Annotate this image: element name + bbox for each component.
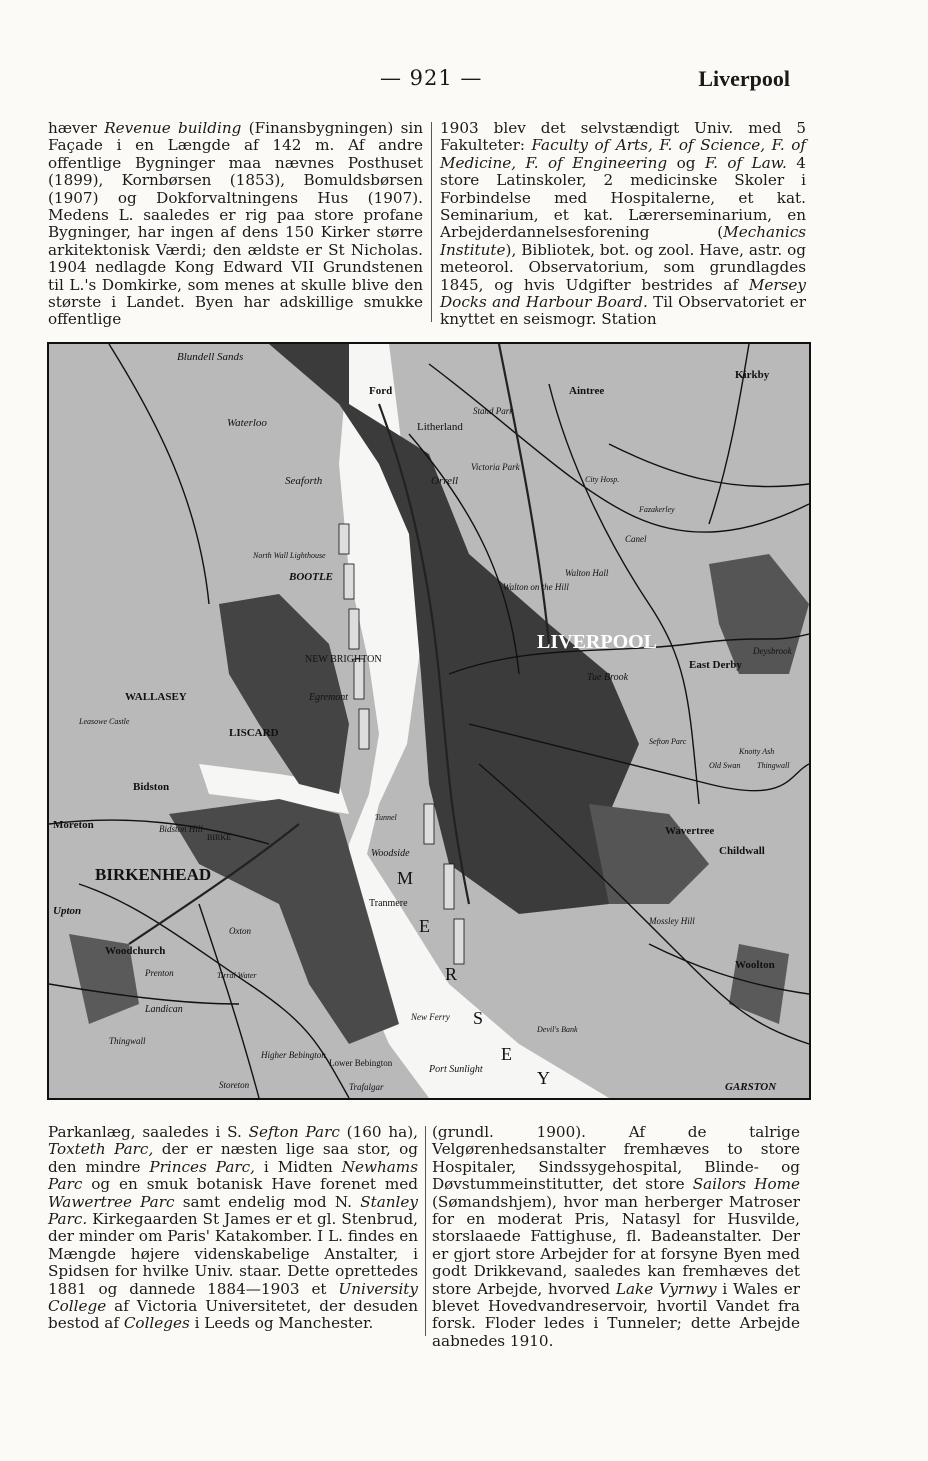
label-landican: Landican xyxy=(145,1004,183,1015)
label-wavertree: Wavertree xyxy=(665,825,715,837)
label-old-swan: Old Swan xyxy=(709,761,741,770)
text-run: i Midten xyxy=(254,1157,342,1176)
label-victoria-park: Victoria Park xyxy=(471,462,520,472)
label-prenton: Prenton xyxy=(145,968,174,978)
page-number: — 921 — xyxy=(380,66,483,90)
text-run: Til Observatoriet er knyttet en seismogr. Station xyxy=(440,293,806,329)
text-run: i Wales er blevet Hovedvandreservoir, hvortil Vandet fra forsk. Floder ledes i Tunneler; dette Arbejde aabnedes 1910. xyxy=(432,1279,800,1350)
column-divider xyxy=(431,122,432,322)
label-liscard: LISCARD xyxy=(229,727,279,739)
italic-run: University College xyxy=(48,1279,418,1316)
italic-run: Sefton Parc xyxy=(248,1123,340,1141)
label-mersey-m: M xyxy=(397,868,414,888)
text-column-top-left xyxy=(48,120,423,329)
italic-run: Toxteth Parc, xyxy=(48,1140,154,1159)
label-moreton: Moreton xyxy=(53,819,94,831)
label-bootle: BOOTLE xyxy=(289,571,333,583)
label-tirral-water: Tirral Water xyxy=(217,971,257,980)
map-liverpool xyxy=(47,342,811,1100)
label-kirkby: Kirkby xyxy=(735,369,770,381)
italic-run: Mechanics Institute xyxy=(440,223,806,259)
label-canel: Canel xyxy=(625,534,647,544)
label-city-hosp: City Hosp. xyxy=(585,475,620,484)
label-childwall: Childwall xyxy=(719,845,765,857)
label-egremont: Egremont xyxy=(309,692,349,703)
label-mersey-y: Y xyxy=(537,1068,550,1088)
page-header xyxy=(50,66,790,96)
label-woodchurch: Woodchurch xyxy=(105,945,166,957)
label-waterloo: Waterloo xyxy=(227,417,267,429)
label-liverpool: LIVERPOOL xyxy=(537,631,658,653)
label-seaforth: Seaforth xyxy=(285,475,323,487)
italic-run: Revenue building xyxy=(104,119,242,137)
text-run: (160 ha), xyxy=(339,1123,418,1141)
label-blundell-sands: Blundell Sands xyxy=(177,351,244,363)
text-run: 4 store Latinskoler, 2 medicinske Skoler i Forbindelse med Hospitalerne, et kat. Seminarium, et kat. Lærerseminarium, en Arbejderdannelsesforening ( xyxy=(440,153,806,242)
label-new-ferry: New Ferry xyxy=(411,1012,450,1022)
label-stand-park: Stand Park xyxy=(473,406,514,416)
label-oxton: Oxton xyxy=(229,926,251,936)
italic-run: Lake Vyrnwy xyxy=(615,1279,717,1298)
label-sefton-parc: Sefton Parc xyxy=(649,737,687,746)
italic-run: Mersey Docks and Harbour Board. xyxy=(440,275,806,312)
label-birke: BIRKE xyxy=(207,833,231,842)
label-new-brighton: NEW BRIGHTON xyxy=(305,654,382,665)
text-run: 1903 blev det selvstændigt Univ. med 5 Fakulteter: xyxy=(440,119,806,155)
italic-run: Stanley Parc. xyxy=(48,1192,418,1229)
label-thingwall: Thingwall xyxy=(109,1036,146,1046)
label-east-derby: East Derby xyxy=(689,659,742,671)
text-column-top-right xyxy=(440,120,806,329)
label-deysbrook: Deysbrook xyxy=(753,646,792,656)
text-run: hæver xyxy=(48,119,105,137)
italic-run: Newhams Parc xyxy=(48,1157,418,1194)
text-run: af Victoria Universitetet, der desuden bestod af xyxy=(48,1297,418,1333)
text-run: (Finansbygningen) sin Façade i en Længde af 142 m. Af andre offentlige Bygninger maa nævnes Posthuset (1899), Kornbørsen (1853), Bomuldsbørsen (1907) og Dokforvaltningens Hus (1907). Medens L. saaledes er rig paa store profane Bygninger, har ingen af dens 150 Kirker større arkitektonisk Værdi; den ældste er St Nicholas. 1904 nedlagde Kong Edward VII Grundstenen til L.'s Domkirke, som menes at skulle blive den største i Landet. Byen har adskillige smukke offentlige xyxy=(48,119,424,329)
label-mersey-s: S xyxy=(473,1008,484,1028)
text-run: Kirkegaarden St James er et gl. Stenbrud, der minder om Paris' Katakomber. I L. findes en Mængde højere videnskabelige Anstalter, i Spidsen for hvilke Univ. staar. Dette oprettedes 1881 og dannede 1884—1903 et xyxy=(48,1210,418,1298)
label-aintree: Aintree xyxy=(569,385,605,397)
label-walton-on-the-hill: Walton on the Hill xyxy=(503,582,569,592)
running-head: Liverpool xyxy=(698,66,790,91)
italic-run: Wawertree Parc xyxy=(48,1192,175,1211)
italic-run: Faculty of Arts, F. of Science, F. of Medicine, F. of Engineering xyxy=(440,136,806,172)
label-litherland: Litherland xyxy=(417,421,463,433)
label-north-wall-lighthouse: North Wall Lighthouse xyxy=(253,551,326,560)
map-svg xyxy=(49,344,809,1098)
label-mersey-e: E xyxy=(419,916,430,936)
label-bidston: Bidston xyxy=(133,781,170,793)
label-bidston-hill: Bidston Hill xyxy=(159,824,203,834)
label-woolton: Woolton xyxy=(735,959,775,971)
text-run: (Sømandshjem), hvor man herberger Matroser for en moderat Pris, Natasyl for Husvilde, storslaaede Fattighuse, fl. Badeanstalter. Der er gjort store Arbejder for at forsyne Byen med godt Drikkevand, saaledes kan fremhæves det store Arbejde, hvorved xyxy=(432,1192,800,1298)
text-column-bottom-left xyxy=(48,1124,418,1333)
label-birkenhead: BIRKENHEAD xyxy=(95,865,212,884)
text-run: Parkanlæg, saaledes i S. xyxy=(48,1123,249,1141)
label-mersey-e2: E xyxy=(501,1044,512,1064)
label-orrell: Orrell xyxy=(431,475,459,487)
label-walton-hall: Walton Hall xyxy=(565,568,609,578)
italic-run: Princes Parc, xyxy=(149,1157,255,1176)
label-knotty-ash: Knotty Ash xyxy=(739,747,775,756)
column-divider xyxy=(425,1126,426,1336)
label-ford: Ford xyxy=(369,385,393,397)
label-mossley-hill: Mossley Hill xyxy=(649,916,695,926)
text-run: samt endelig mod N. xyxy=(174,1192,361,1211)
label-tue-brook: Tue Brook xyxy=(587,672,629,683)
label-woodside: Woodside xyxy=(371,848,410,859)
label-tunnel: Tunnel xyxy=(375,813,397,822)
label-higher-bebington: Higher Bebington xyxy=(261,1050,326,1060)
label-mersey-r: R xyxy=(445,964,458,984)
text-run: (grundl. 1900). Af de talrige Velgørenhedsanstalter fremhæves to store Hospitaler, Sindssygehospital, Blinde- og Døvstummeinstitutter, det store xyxy=(432,1123,800,1194)
text-column-bottom-right xyxy=(432,1124,800,1350)
label-wallasey: WALLASEY xyxy=(125,691,187,703)
text-run: i Leeds og Manchester. xyxy=(189,1314,374,1333)
label-port-sunlight: Port Sunlight xyxy=(429,1064,483,1075)
italic-run: Sailors Home xyxy=(692,1175,800,1194)
label-garston: GARSTON xyxy=(725,1081,777,1093)
label-thingwall-east: Thingwall xyxy=(757,761,790,770)
text-run: ), Bibliotek, bot. og zool. Have, astr. og meteorol. Observatorium, som grundlagdes 1845, og hvis Udgifter bestrides af xyxy=(440,240,806,294)
label-storeton: Storeton xyxy=(219,1080,250,1090)
label-lower-bebington: Lower Bebington xyxy=(329,1058,393,1068)
label-leasowe-castle: Leasowe Castle xyxy=(79,717,130,726)
label-fazakerley: Fazakerley xyxy=(639,505,675,514)
text-run: og en smuk botanisk Have forenet med xyxy=(82,1175,418,1194)
italic-run: F. of Law. xyxy=(704,153,787,172)
label-trafalgar: Trafalgar xyxy=(349,1082,384,1092)
text-run: der er næsten lige saa stor, og den mindre xyxy=(48,1140,418,1176)
label-tranmere: Tranmere xyxy=(369,898,408,909)
italic-run: Colleges xyxy=(123,1314,190,1333)
label-upton: Upton xyxy=(53,905,82,917)
label-devils-bank: Devil's Bank xyxy=(537,1025,578,1034)
text-run: og xyxy=(667,153,705,172)
